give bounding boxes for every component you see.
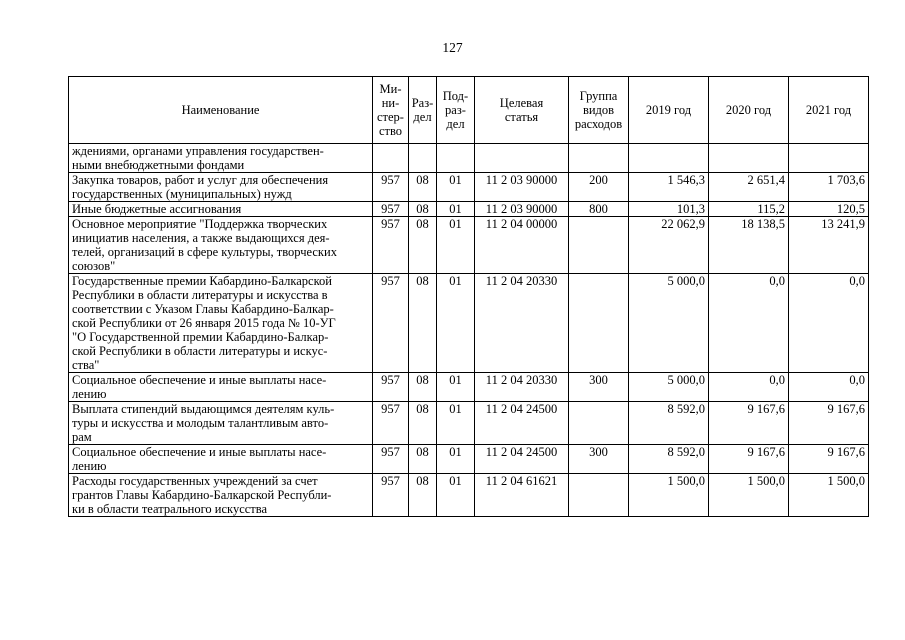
cell-2019: 22 062,9: [629, 217, 709, 274]
cell-name: Социальное обеспечение и иные выплаты насе- лению: [69, 373, 373, 402]
cell-section: 08: [409, 474, 437, 517]
cell-expense-group: [569, 274, 629, 373]
cell-2020: 18 138,5: [709, 217, 789, 274]
table-row: [69, 445, 869, 474]
cell-ministry: 957: [373, 202, 409, 217]
cell-expense-group: [569, 402, 629, 445]
cell-name: Основное мероприятие "Поддержка творческих инициатив населения, а также выдающихся дея- телей, организаций в сфере культуры, творческих союзов": [69, 217, 373, 274]
cell-2021: 13 241,9: [789, 217, 869, 274]
table-row: [69, 373, 869, 402]
cell-name: Выплата стипендий выдающимся деятелям куль- туры и искусства и молодым талантливым авто- рам: [69, 402, 373, 445]
cell-target: 11 2 04 61621: [475, 474, 569, 517]
cell-ministry: 957: [373, 373, 409, 402]
header-ministry: Ми- ни- стер- ство: [373, 77, 409, 144]
cell-target: 11 2 04 20330: [475, 373, 569, 402]
cell-ministry: 957: [373, 173, 409, 202]
cell-name: ждениями, органами управления государствен- ными внебюджетными фондами: [69, 144, 373, 173]
cell-subsection: 01: [437, 445, 475, 474]
cell-2021: [789, 144, 869, 173]
cell-2021: 9 167,6: [789, 445, 869, 474]
table-row: [69, 217, 869, 274]
cell-target: 11 2 03 90000: [475, 173, 569, 202]
cell-target: [475, 144, 569, 173]
table-row: [69, 274, 869, 373]
header-expense-group: Группа видов расходов: [569, 77, 629, 144]
cell-name: Государственные премии Кабардино-Балкарской Республики в области литературы и искусства в соответствии с Указом Главы Кабардино-Балкар- ской Республики от 26 января 2015 года № 10-УГ "О Государственной премии Кабардино-Балкар- ской Республики в области литературы и искус- ства": [69, 274, 373, 373]
cell-target: 11 2 04 00000: [475, 217, 569, 274]
page-number: 127: [442, 40, 463, 55]
cell-2020: 9 167,6: [709, 445, 789, 474]
cell-section: 08: [409, 402, 437, 445]
header-2020: 2020 год: [709, 77, 789, 144]
header-target: Целевая статья: [475, 77, 569, 144]
cell-expense-group: [569, 217, 629, 274]
cell-2019: 5 000,0: [629, 373, 709, 402]
cell-subsection: [437, 144, 475, 173]
cell-target: 11 2 04 24500: [475, 445, 569, 474]
cell-2021: 1 500,0: [789, 474, 869, 517]
cell-section: 08: [409, 202, 437, 217]
cell-2019: [629, 144, 709, 173]
cell-subsection: 01: [437, 173, 475, 202]
table-row: [69, 202, 869, 217]
cell-2021: 1 703,6: [789, 173, 869, 202]
cell-target: 11 2 03 90000: [475, 202, 569, 217]
cell-2019: 101,3: [629, 202, 709, 217]
cell-2019: 1 500,0: [629, 474, 709, 517]
header-2021: 2021 год: [789, 77, 869, 144]
cell-ministry: 957: [373, 217, 409, 274]
budget-table: [68, 76, 869, 517]
cell-subsection: 01: [437, 274, 475, 373]
cell-section: 08: [409, 173, 437, 202]
cell-2019: 1 546,3: [629, 173, 709, 202]
cell-2021: 9 167,6: [789, 402, 869, 445]
cell-subsection: 01: [437, 474, 475, 517]
cell-expense-group: [569, 474, 629, 517]
cell-section: 08: [409, 274, 437, 373]
cell-2019: 5 000,0: [629, 274, 709, 373]
cell-ministry: [373, 144, 409, 173]
cell-2020: 2 651,4: [709, 173, 789, 202]
table-body: [69, 144, 869, 517]
table-row: [69, 144, 869, 173]
table-header: [69, 77, 869, 144]
cell-expense-group: [569, 144, 629, 173]
cell-2021: 120,5: [789, 202, 869, 217]
cell-section: 08: [409, 217, 437, 274]
cell-name: Социальное обеспечение и иные выплаты насе- лению: [69, 445, 373, 474]
cell-expense-group: 300: [569, 445, 629, 474]
cell-subsection: 01: [437, 217, 475, 274]
cell-name: Расходы государственных учреждений за счет грантов Главы Кабардино-Балкарской Республи- ки в области театрального искусства: [69, 474, 373, 517]
cell-target: 11 2 04 24500: [475, 402, 569, 445]
cell-2019: 8 592,0: [629, 445, 709, 474]
cell-2019: 8 592,0: [629, 402, 709, 445]
cell-expense-group: 200: [569, 173, 629, 202]
cell-2021: 0,0: [789, 373, 869, 402]
cell-2021: 0,0: [789, 274, 869, 373]
cell-2020: 9 167,6: [709, 402, 789, 445]
table-row: [69, 474, 869, 517]
header-subsection: Под- раз- дел: [437, 77, 475, 144]
cell-2020: 115,2: [709, 202, 789, 217]
header-row: [69, 77, 869, 144]
cell-subsection: 01: [437, 202, 475, 217]
cell-2020: [709, 144, 789, 173]
cell-section: 08: [409, 445, 437, 474]
header-name: Наименование: [69, 77, 373, 144]
cell-target: 11 2 04 20330: [475, 274, 569, 373]
table-row: [69, 402, 869, 445]
cell-ministry: 957: [373, 402, 409, 445]
cell-name: Иные бюджетные ассигнования: [69, 202, 373, 217]
header-section: Раз- дел: [409, 77, 437, 144]
cell-expense-group: 300: [569, 373, 629, 402]
cell-subsection: 01: [437, 373, 475, 402]
table-row: [69, 173, 869, 202]
cell-ministry: 957: [373, 274, 409, 373]
cell-2020: 0,0: [709, 274, 789, 373]
cell-2020: 1 500,0: [709, 474, 789, 517]
cell-section: [409, 144, 437, 173]
cell-ministry: 957: [373, 474, 409, 517]
cell-name: Закупка товаров, работ и услуг для обеспечения государственных (муниципальных) нужд: [69, 173, 373, 202]
cell-expense-group: 800: [569, 202, 629, 217]
header-2019: 2019 год: [629, 77, 709, 144]
cell-2020: 0,0: [709, 373, 789, 402]
cell-subsection: 01: [437, 402, 475, 445]
cell-section: 08: [409, 373, 437, 402]
cell-ministry: 957: [373, 445, 409, 474]
